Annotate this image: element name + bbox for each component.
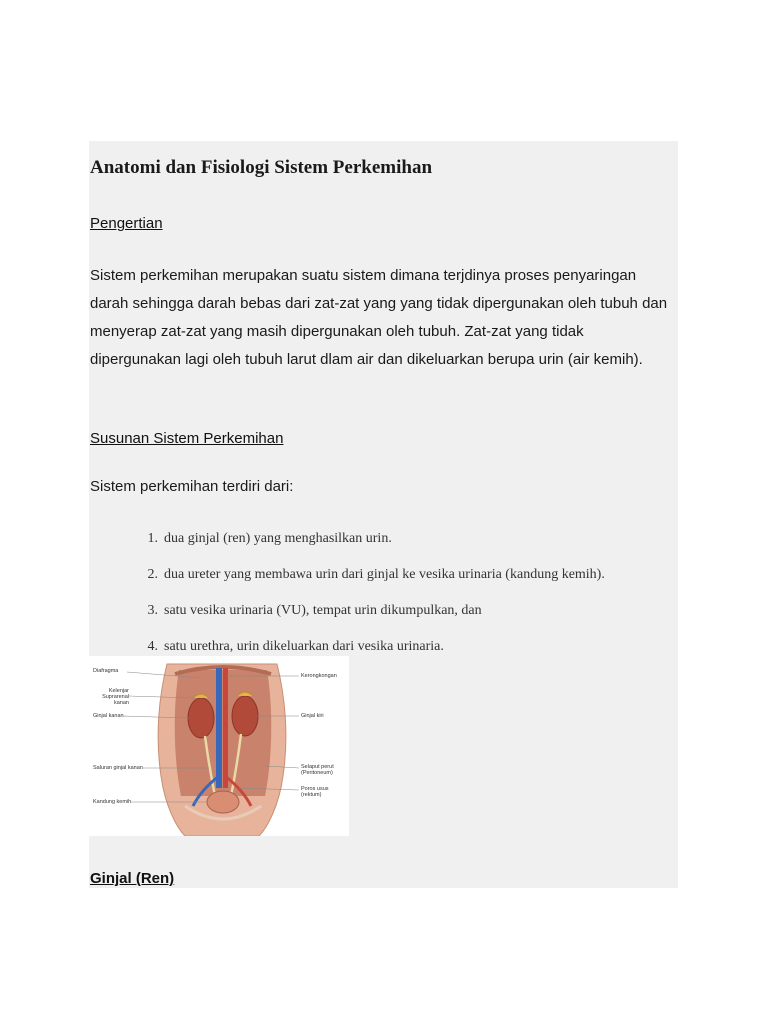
list-item (90, 567, 678, 603)
list-item (90, 603, 678, 639)
list-text: dua ginjal (ren) yang menghasilkan urin. (164, 531, 392, 546)
label-ginjal-kiri: Ginjal kiri (301, 713, 324, 719)
heading-pengertian: Pengertian (90, 215, 163, 232)
list-item (90, 531, 678, 567)
heading-susunan: Susunan Sistem Perkemihan (90, 430, 284, 447)
label-saluran-ginjal: Saluran ginjal kanan (93, 765, 143, 771)
list-number: 1. (147, 531, 158, 546)
document-title: Anatomi dan Fisiologi Sistem Perkemihan (90, 157, 433, 178)
heading-ginjal: Ginjal (Ren) (90, 870, 175, 887)
intro-text: Sistem perkemihan terdiri dari: (90, 478, 294, 495)
list-text: satu vesika urinaria (VU), tempat urin dikumpulkan, dan (164, 603, 482, 618)
paragraph-pengertian: Sistem perkemihan merupakan suatu sistem dimana terjdinya proses penyaringan darah sehingga darah bebas dari zat-zat yang yang tidak dipergunakan oleh tubuh dan menyerap zat-zat yang masih dipergunakan oleh tubuh. Zat-zat yang tidak dipergunakan lagi oleh tubuh larut dlam air dan dikeluarkan berupa urin (air kemih). (90, 267, 668, 368)
urinary-anatomy-figure (89, 656, 349, 836)
label-selaput-perut: Selaput perut (Peritoneum) (301, 764, 334, 776)
list-number: 4. (147, 639, 158, 654)
label-kandung-kemih: Kandung kemih (93, 799, 132, 805)
list-text: satu urethra, urin dikeluarkan dari vesika urinaria. (164, 639, 444, 654)
list-text: dua ureter yang membawa urin dari ginjal ke vesika urinaria (kandung kemih). (164, 567, 605, 582)
list-number: 3. (147, 603, 158, 618)
label-kelenjar-suprarenal: Kelenjar Suprarenal kanan (102, 688, 129, 706)
label-poros-usus: Poros usus (rektum) (301, 786, 329, 798)
component-list (90, 531, 678, 675)
label-diafragma: Diafragma (93, 668, 119, 674)
label-ginjal-kanan: Ginjal kanan (93, 713, 124, 719)
list-number: 2. (147, 567, 158, 582)
anatomy-illustration (89, 656, 349, 836)
label-kerongkongan: Kerongkongan (301, 673, 337, 679)
